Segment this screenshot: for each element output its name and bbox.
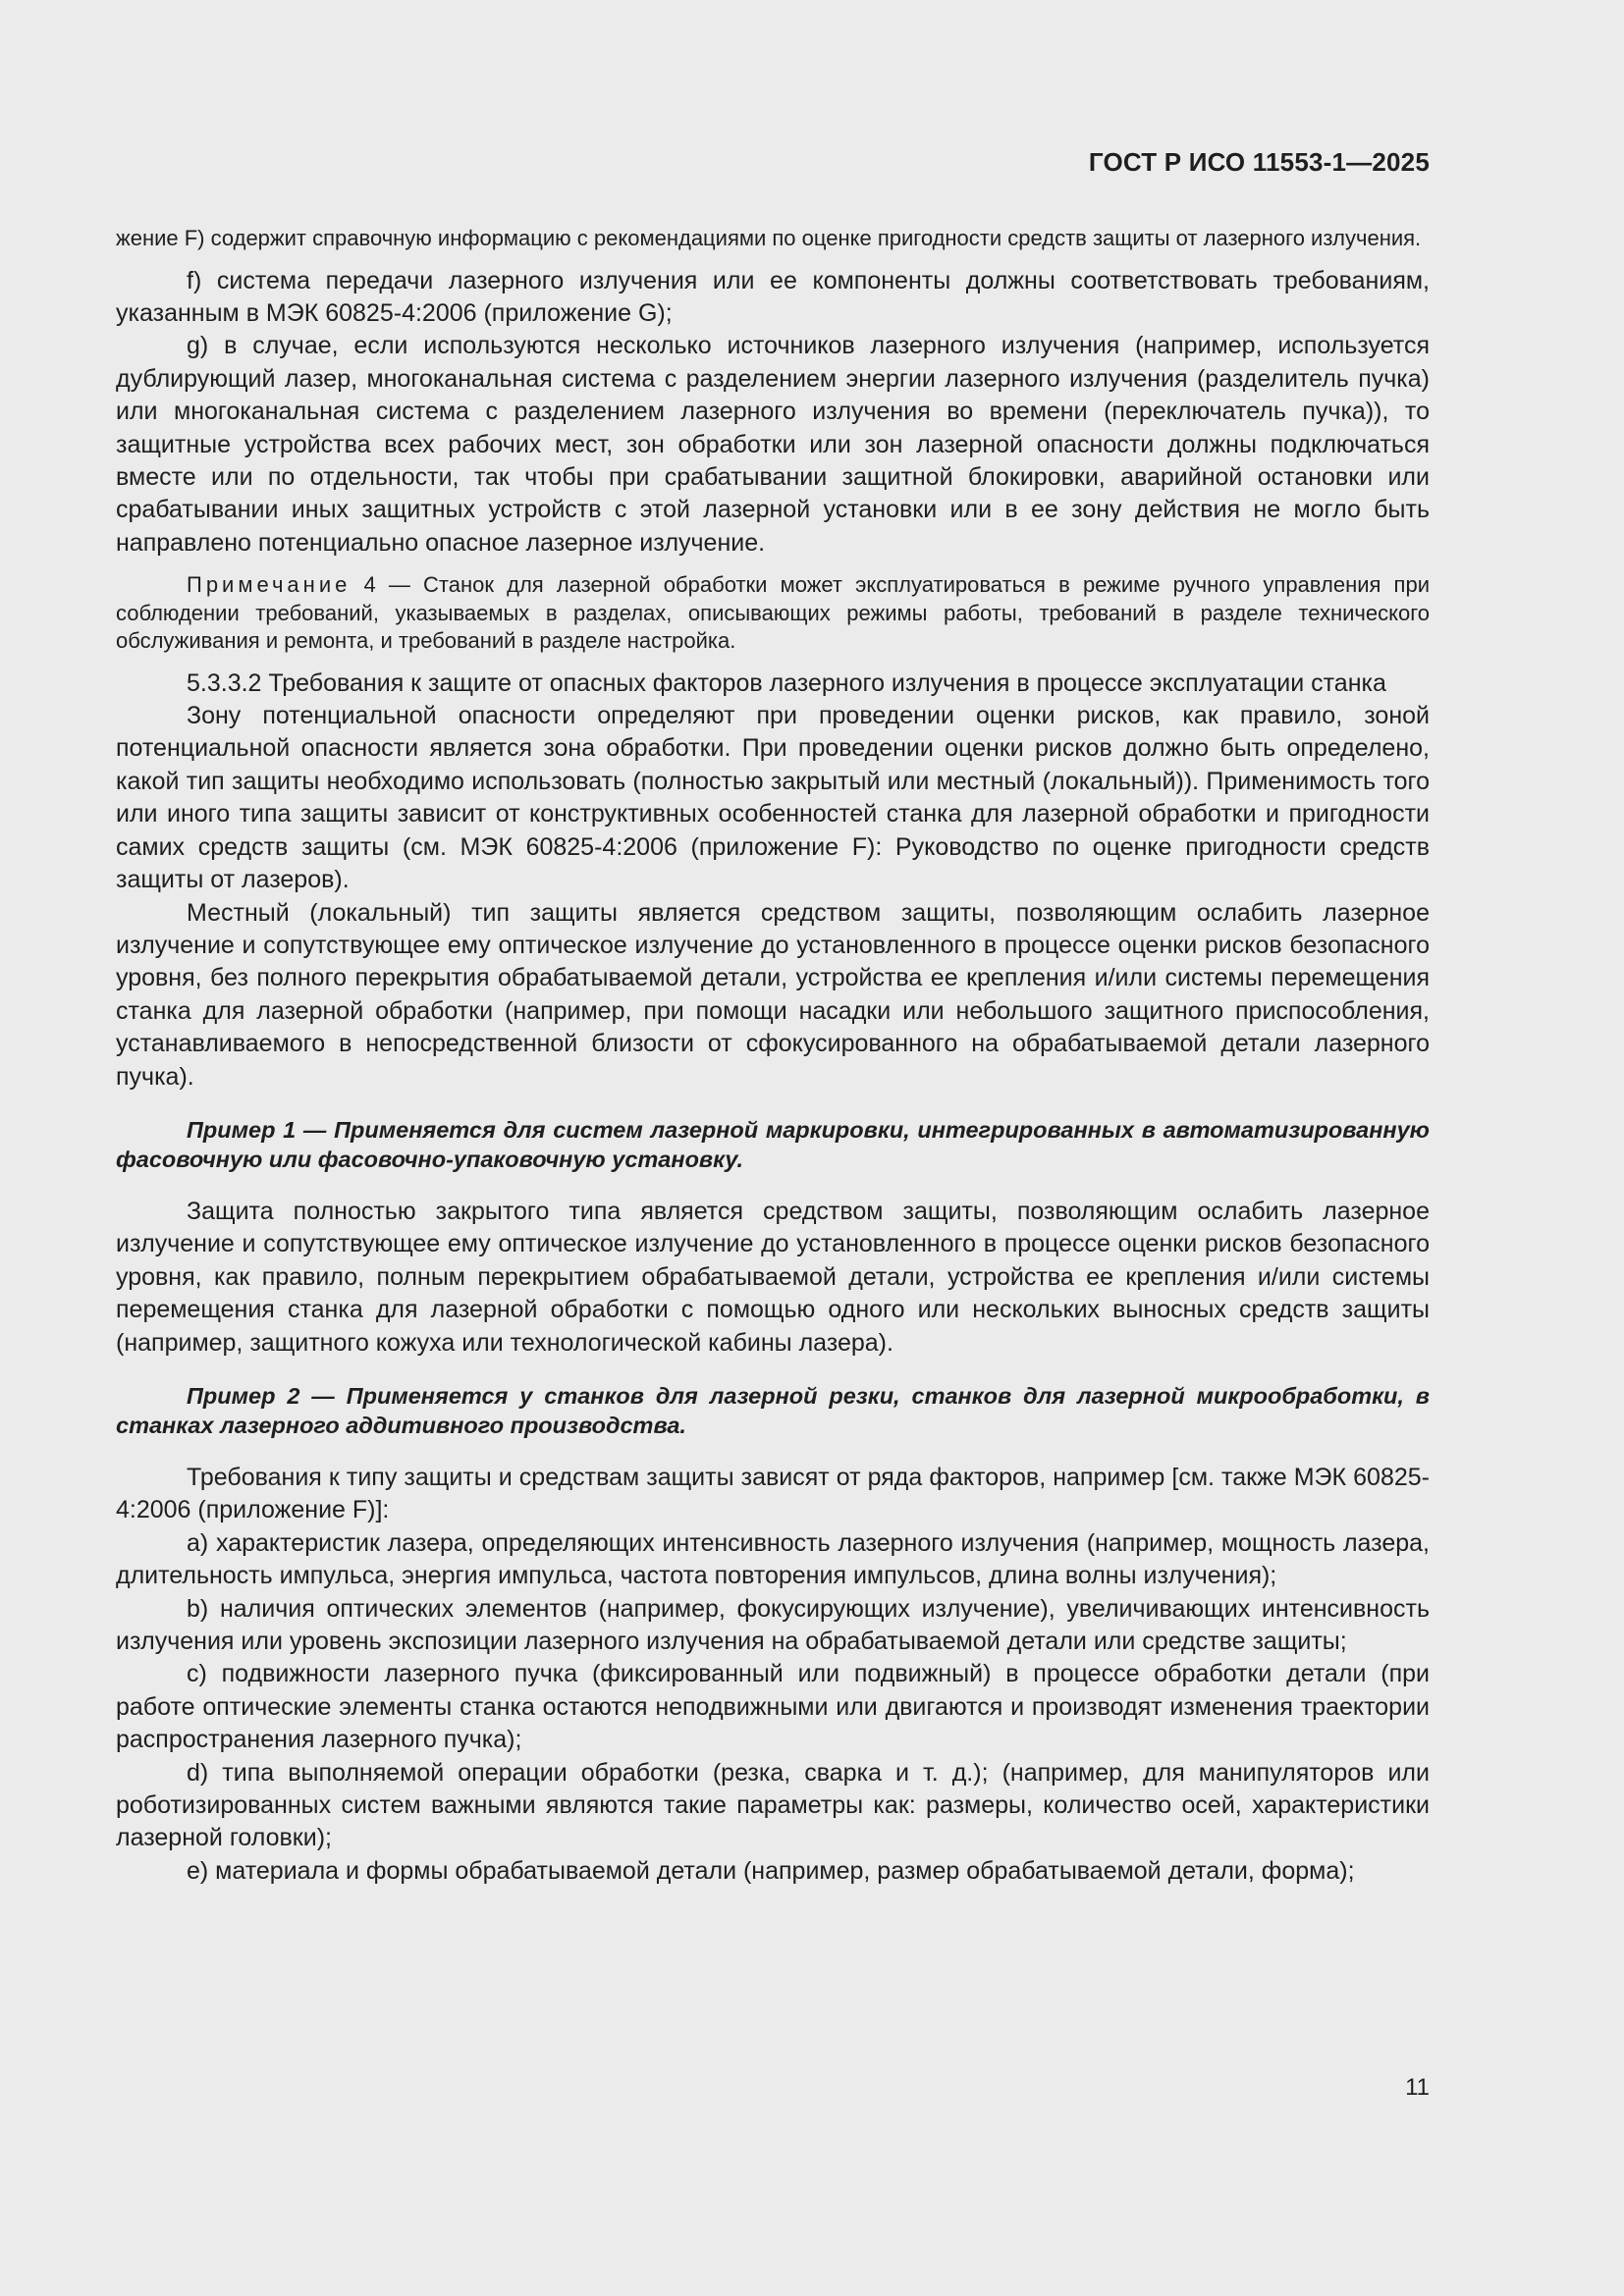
example-1: Пример 1 — Применяется для систем лазерной маркировки, интегрированных в автоматизированную фасовочную или фасовочно-упаковочную установку. bbox=[116, 1116, 1430, 1172]
note-4 bbox=[116, 571, 1430, 656]
list-item-a: a) характеристик лазера, определяющих интенсивность лазерного излучения (например, мощность лазера, длительность импульса, энергия импульса, частота повторения импульсов, длина волны излучения); bbox=[116, 1528, 1430, 1590]
paragraph-hazard-zone: Зону потенциальной опасности определяют при проведении оценки рисков, как правило, зоной потенциальной опасности является зона обработки. При проведении оценки рисков должно быть определено, какой тип защиты необходимо использовать (полностью закрытый или местный (локальный)). Применимость того или иного типа защиты зависит от конструктивных особенностей станка для лазерной обработки и пригодности самих средств защиты (см. МЭК 60825-4:2006 (приложение F): Руководство по оценке пригодности средств защиты от лазеров). bbox=[116, 702, 1430, 894]
paragraph-closed-protection: Защита полностью закрытого типа является средством защиты, позволяющим ослабить лазерное излучение и сопутствующее ему оптическое излучение до установленного в процессе оценки рисков безопасного уровня, как правило, полным перекрытием обрабатываемой детали, устройства ее крепления и/или системы перемещения станка для лазерной обработки с помощью одного или нескольких выносных средств защиты (например, защитного кожуха или технологической кабины лазера). bbox=[116, 1197, 1430, 1357]
page-number: 11 bbox=[1405, 2074, 1430, 2101]
paragraph-local-protection: Местный (локальный) тип защиты является средством защиты, позволяющим ослабить лазерное излучение и сопутствующее ему оптическое излучение до установленного в процессе оценки рисков безопасного уровня, без полного перекрытия обрабатываемой детали, устройства ее крепления и/или системы перемещения станка для лазерной обработки (например, при помощи насадки или небольшого защитного приспособления, устанавливаемого в непосредственной близости от сфокусированного на обрабатываемой детали лазерного пучка). bbox=[116, 898, 1430, 1091]
page-body bbox=[116, 225, 1430, 1888]
paragraph-requirements: Требования к типу защиты и средствам защиты зависят от ряда факторов, например [см. также МЭК 60825-4:2006 (приложение F)]: bbox=[116, 1463, 1430, 1524]
list-item-d: d) типа выполняемой операции обработки (резка, сварка и т. д.); (например, для манипуляторов или роботизированных систем важными являются такие параметры как: размеры, количество осей, характеристики лазерной головки); bbox=[116, 1758, 1430, 1852]
note-label: Примечание bbox=[187, 572, 352, 598]
section-5-3-3-2-heading: 5.3.3.2 Требования к защите от опасных факторов лазерного излучения в процессе эксплуатации станка bbox=[187, 668, 1386, 697]
list-item-b: b) наличия оптических элементов (например, фокусирующих излучение), увеличивающих интенсивность излучения или уровень экспозиции лазерного излучения на обрабатываемой детали или средстве защиты; bbox=[116, 1594, 1430, 1655]
note-text: 4 — Станок для лазерной обработки может эксплуатироваться в режиме ручного управления при соблюдении требований, указываемых в разделах, описывающих режимы работы, требований в разделе технического обслуживания и ремонта, и требований в разделе настройка. bbox=[116, 572, 1430, 654]
paragraph-continuation: жение F) содержит справочную информацию с рекомендациями по оценке пригодности средств защиты от лазерного излучения. bbox=[116, 226, 1422, 250]
list-item-f: f) система передачи лазерного излучения или ее компоненты должны соответствовать требованиям, указанным в МЭК 60825-4:2006 (приложение G); bbox=[116, 266, 1430, 327]
example-2: Пример 2 — Применяется у станков для лазерной резки, станков для лазерной микрообработки, в станках лазерного аддитивного производства. bbox=[116, 1382, 1430, 1438]
list-item-c: c) подвижности лазерного пучка (фиксированный или подвижный) в процессе обработки детали (при работе оптические элементы станка остаются неподвижными или двигаются и производят изменения траектории распространения лазерного пучка); bbox=[116, 1660, 1430, 1754]
list-item-g: g) в случае, если используются несколько источников лазерного излучения (например, используется дублирующий лазер, многоканальная система с разделением энергии лазерного излучения (разделитель пучка) или многоканальная система с разделением лазерного излучения во времени (переключатель пучка)), то защитные устройства всех рабочих мест, зон обработки или зон лазерной опасности должны подключаться вместе или по отдельности, так чтобы при срабатывании защитной блокировки, аварийной остановки или срабатывании иных защитных устройств с этой лазерной установки или в ее зону действия не могло быть направлено потенциально опасное лазерное излучение. bbox=[116, 332, 1430, 557]
document-header-code: ГОСТ Р ИСО 11553-1—2025 bbox=[1088, 147, 1430, 177]
list-item-e: e) материала и формы обрабатываемой детали (например, размер обрабатываемой детали, форма); bbox=[187, 1856, 1355, 1885]
